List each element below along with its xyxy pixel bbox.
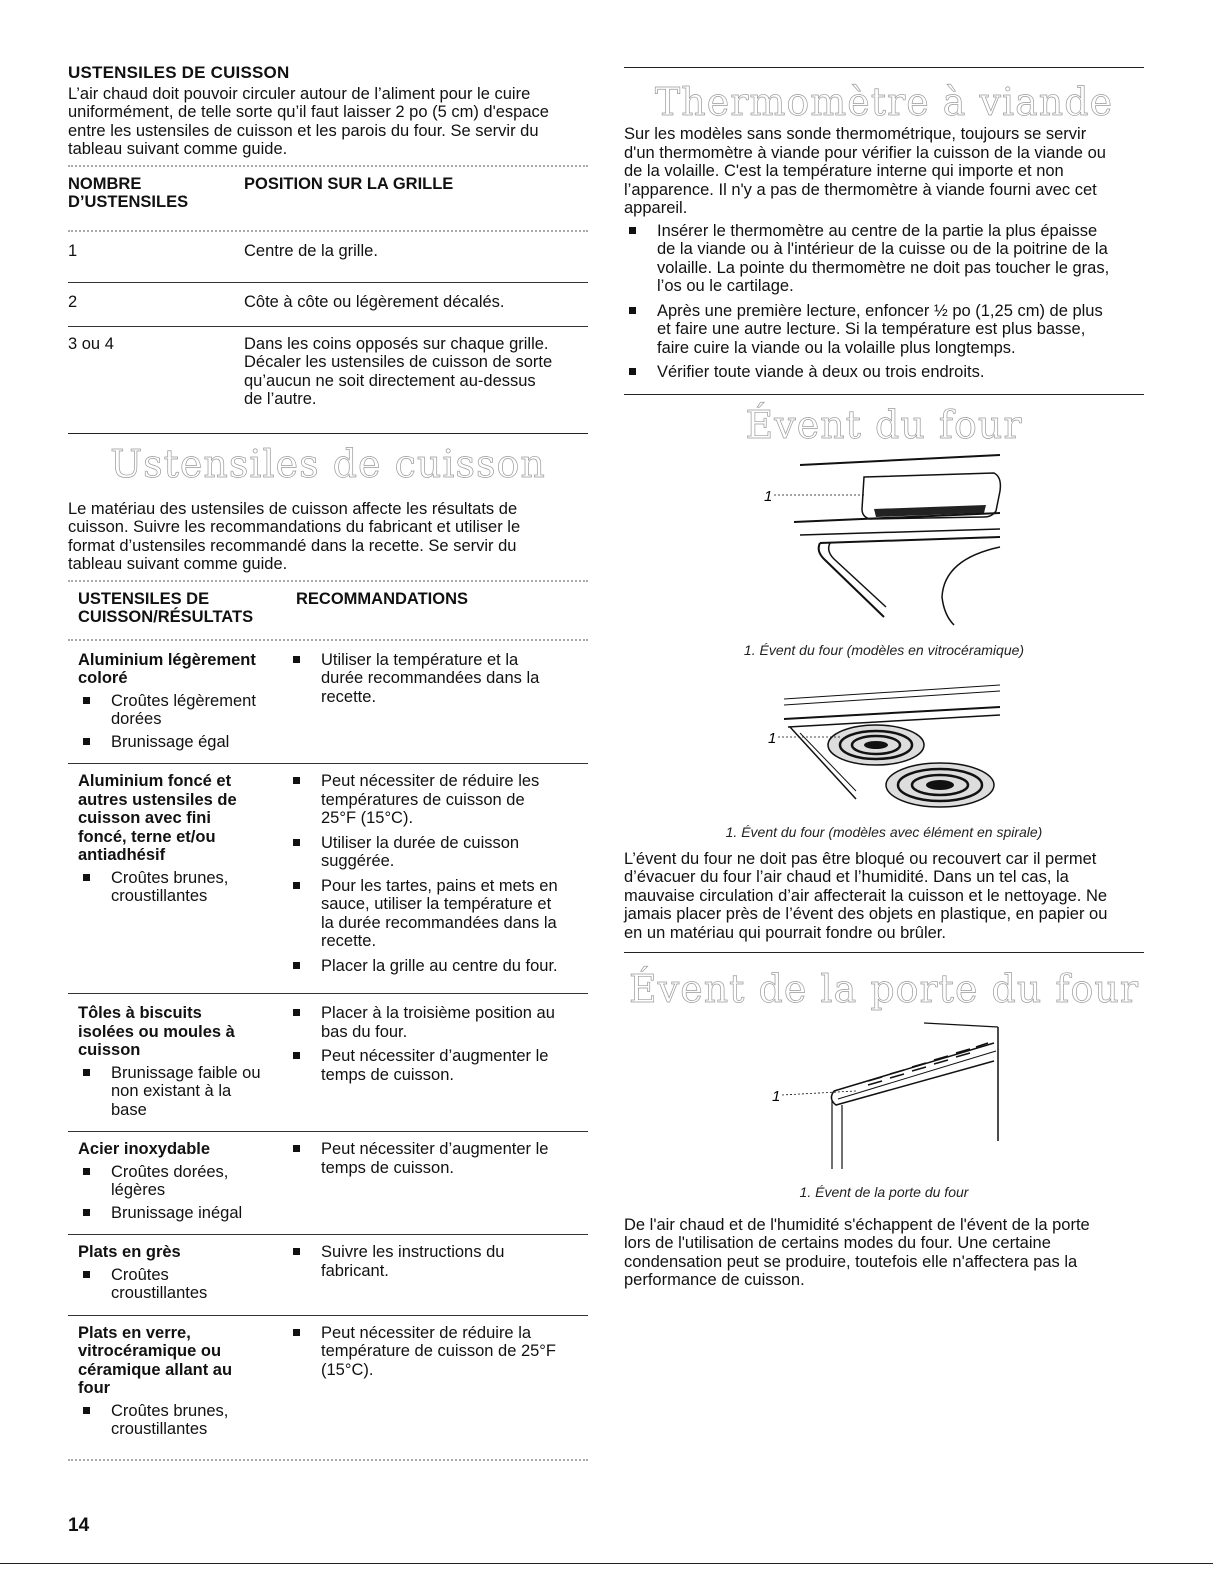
text-line: Croûtes brunes,: [111, 1401, 229, 1420]
cell-recommendations: [288, 1243, 588, 1303]
text-line: sauce, utiliser la température et: [321, 895, 552, 913]
text-line: L’air chaud doit pouvoir circuler autour de l’aliment pour le cuire: [68, 84, 531, 103]
recommendation-item: [288, 1004, 588, 1041]
cell-recommendations: [288, 1140, 588, 1222]
text-line: tableau suivant comme guide.: [68, 140, 288, 158]
text-line: recette.: [321, 687, 377, 706]
header-text: D’USTENSILES: [68, 193, 189, 211]
list-item: [624, 363, 1144, 382]
header-cell-recommendations: RECOMMANDATIONS: [296, 589, 469, 608]
right-column: [624, 0, 1144, 1290]
cookware-name-line: isolées ou moules à: [78, 1022, 235, 1041]
cookware-name-line: foncé, terne et/ou: [78, 827, 216, 846]
text-line: Placer la grille au centre du four.: [321, 956, 558, 975]
text-line: Le matériau des ustensiles de cuisson affecte les résultats de: [68, 499, 518, 518]
meat-thermometer-title: Thermomètre à viande: [654, 80, 1114, 124]
cookware-table-body: [68, 647, 588, 1451]
section-rule: [624, 67, 1144, 68]
meat-thermometer-bullets: [624, 222, 1144, 382]
text-line: la durée recommandées dans la: [321, 913, 557, 932]
result-item: [78, 1266, 296, 1303]
result-item: [78, 733, 296, 752]
oven-door-vent-title: Évent de la porte du four: [629, 967, 1139, 1011]
recommendation-item: [288, 651, 588, 707]
text-line: Brunissage inégal: [111, 1203, 243, 1222]
cell-count: 3 ou 4: [68, 334, 114, 353]
cookware-name-line: Acier inoxydable: [78, 1140, 211, 1158]
cookware-name-line: vitrocéramique ou: [78, 1342, 222, 1360]
text-line: base: [111, 1100, 147, 1119]
result-item: [78, 1204, 296, 1223]
cookware-name-line: Plats en grès: [78, 1243, 181, 1261]
text-line: croustillantes: [111, 1420, 208, 1438]
header-cell-count: [68, 175, 244, 212]
text-line: de la viande ou à l'intérieur de la cuisse ou de la poitrine de la: [657, 240, 1108, 258]
cookware-name-line: autres ustensiles de: [78, 790, 237, 809]
text-line: tableau suivant comme guide.: [68, 555, 288, 573]
list-item: [624, 222, 1144, 296]
text-line: Utiliser la durée de cuisson: [321, 833, 520, 852]
header-text: USTENSILES DE: [78, 589, 210, 608]
header-cell-cookware: [78, 590, 296, 627]
table-row: [68, 1132, 588, 1234]
cell-recommendations: [288, 772, 588, 981]
recommendation-item: [288, 1243, 588, 1280]
text-line: 25°F (15°C).: [321, 809, 414, 827]
text-line: Insérer le thermomètre au centre de la partie la plus épaisse: [657, 221, 1098, 240]
text-line: Croûtes: [111, 1265, 169, 1284]
cell-recommendations: [288, 1004, 588, 1119]
figure-caption: 1. Évent du four (modèles en vitrocéramique): [743, 641, 1025, 658]
cell-position: [244, 335, 588, 429]
cookware-name-line: cuisson avec fini: [78, 809, 211, 827]
text-line: température de cuisson de 25°F: [321, 1342, 556, 1360]
cookware-name-line: céramique allant au: [78, 1360, 233, 1379]
recommendation-item: [288, 1324, 588, 1380]
text-line: volaille. La pointe du thermomètre ne doit pas toucher le gras,: [657, 258, 1110, 277]
cell-cookware: [78, 772, 296, 981]
cell-recommendations: [288, 651, 588, 752]
dotted-divider: [68, 165, 588, 167]
text-line: durée recommandées dans la: [321, 669, 540, 687]
oven-vent-coil-figure: [624, 679, 1144, 809]
text-line: entre les ustensiles de cuisson et les parois du four. Se servir du: [68, 121, 539, 140]
oven-vent-title: Évent du four: [745, 402, 1023, 447]
text-line: Peut nécessiter d’augmenter le: [321, 1140, 549, 1158]
text-line: Brunissage égal: [111, 732, 230, 751]
table-row: [68, 242, 588, 282]
oven-vent-body: [624, 850, 1144, 943]
cell-cookware: [78, 1004, 296, 1119]
table-row: [68, 1316, 588, 1451]
table-row: [68, 764, 588, 993]
text-line: De l'air chaud et de l'humidité s'échappent de l'évent de la porte: [624, 1215, 1090, 1234]
result-item: [78, 869, 296, 906]
text-line: températures de cuisson de: [321, 790, 525, 809]
text-line: jamais placer près de l’évent des objets en plastique, en papier ou: [624, 905, 1108, 923]
text-line: condensation peut se produire, toutefois elle n'affectera pas la: [624, 1252, 1078, 1271]
section-rule: [624, 394, 1144, 395]
text-line: croustillantes: [111, 1284, 208, 1302]
table-row: [68, 994, 588, 1131]
spacing-table-header: [68, 173, 588, 212]
cookware-name-line: cuisson: [78, 1041, 141, 1059]
text-line: l’apparence. Il n'y a pas de thermomètre à viande fourni avec cet: [624, 180, 1097, 199]
text-line: Peut nécessiter de réduire la: [321, 1323, 532, 1342]
cookware-section-title: Ustensiles de cuisson: [110, 441, 546, 486]
text-line: temps de cuisson.: [321, 1158, 454, 1177]
cookware-name-line: Aluminium foncé et: [78, 772, 232, 790]
text-line: (15°C).: [321, 1360, 374, 1379]
result-item: [78, 1163, 296, 1200]
coil-burner-back: [828, 725, 924, 765]
result-item: [78, 1402, 296, 1439]
text-line: Utiliser la température et la: [321, 650, 519, 669]
text-line: Peut nécessiter d’augmenter le: [321, 1047, 549, 1065]
text-line: recette.: [321, 932, 377, 950]
figure-caption: 1. Évent de la porte du four: [799, 1184, 969, 1200]
text-line: Vérifier toute viande à deux ou trois endroits.: [657, 363, 985, 381]
text-line: fabricant.: [321, 1261, 389, 1280]
header-text: NOMBRE: [68, 174, 142, 193]
cookware-name-line: coloré: [78, 669, 128, 687]
text-line: Croûtes dorées,: [111, 1162, 229, 1181]
cookware-spacing-heading: USTENSILES DE CUISSON: [68, 63, 290, 82]
text-line: dorées: [111, 710, 162, 728]
dotted-divider: [68, 639, 588, 641]
text-line: temps de cuisson.: [321, 1065, 454, 1084]
callout-number: 1: [768, 730, 777, 747]
text-line: légères: [111, 1181, 166, 1199]
recommendation-item: [288, 957, 588, 976]
cookware-name-line: four: [78, 1379, 111, 1397]
table-row: [68, 647, 588, 764]
text-line: performance de cuisson.: [624, 1271, 805, 1289]
spacing-table: [68, 173, 588, 429]
text-line: Croûtes brunes,: [111, 868, 229, 887]
text-line: l’os ou le cartilage.: [657, 277, 794, 295]
text-line: cuisson. Suivre les recommandations du fabricant et utiliser le: [68, 518, 521, 536]
text-line: non existant à la: [111, 1082, 232, 1100]
page-number: 14: [68, 1515, 90, 1536]
text-line: qu’aucun ne soit directement au-dessus: [244, 371, 536, 390]
dotted-divider: [68, 580, 588, 582]
section-rule: [624, 952, 1144, 953]
cell-cookware: [78, 1243, 296, 1303]
oven-door-vent-body: [624, 1216, 1144, 1290]
text-line: faire cuire la viande ou la volaille plus longtemps.: [657, 338, 1016, 357]
text-line: Brunissage faible ou: [111, 1063, 261, 1082]
dotted-divider: [68, 1459, 588, 1461]
text-line: Décaler les ustensiles de cuisson de sorte: [244, 353, 553, 371]
footer-rule: [0, 1563, 1213, 1564]
header-cell-position: POSITION SUR LA GRILLE: [244, 174, 454, 193]
cookware-intro: [68, 500, 588, 574]
coil-burner-front: [886, 763, 994, 807]
cell-count: 1: [68, 241, 78, 260]
header-text: CUISSON/RÉSULTATS: [78, 608, 254, 626]
cell-cookware: [78, 1140, 296, 1222]
recommendation-item: [288, 877, 588, 951]
recommendation-item: [288, 772, 588, 828]
cell-cookware: [78, 651, 296, 752]
recommendation-item: [288, 1140, 588, 1177]
text-line: bas du four.: [321, 1022, 408, 1041]
text-line: Croûtes légèrement: [111, 691, 256, 710]
text-line: Sur les modèles sans sonde thermométrique, toujours se servir: [624, 125, 1087, 143]
result-item: [78, 1064, 296, 1120]
text-line: de l’autre.: [244, 390, 317, 408]
list-item: [624, 302, 1144, 358]
dotted-divider: [68, 230, 588, 232]
cookware-spacing-intro: [68, 85, 588, 159]
table-row: [68, 1235, 588, 1315]
cookware-name-line: Aluminium légèrement: [78, 650, 256, 669]
callout-number: 1: [764, 487, 773, 505]
callout-number: 1: [772, 1088, 781, 1105]
text-line: d’évacuer du four l’air chaud et l’humidité. Dans un tel cas, la: [624, 868, 1069, 886]
text-line: Placer à la troisième position au: [321, 1004, 555, 1022]
cell-cookware: [78, 1324, 296, 1439]
table-row: [68, 327, 588, 429]
text-line: L’évent du four ne doit pas être bloqué ou recouvert car il permet: [624, 849, 1097, 868]
cookware-table-header: [78, 588, 588, 627]
text-line: de la volaille. C'est la température interne qui importe et non: [624, 162, 1064, 180]
cell-recommendations: [288, 1324, 588, 1439]
text-line: appareil.: [624, 199, 688, 217]
cell-count: 2: [68, 292, 78, 311]
text-line: Dans les coins opposés sur chaque grille.: [244, 334, 549, 353]
recommendation-item: [288, 1047, 588, 1084]
result-item: [78, 692, 296, 729]
oven-door-vent-figure: [624, 1021, 1144, 1171]
oven-vent-ceramic-figure: [624, 447, 1144, 627]
recommendation-item: [288, 834, 588, 871]
cookware-name-line: Tôles à biscuits: [78, 1004, 202, 1022]
text-line: et faire une autre lecture. Si la température est plus basse,: [657, 320, 1086, 338]
text-line: en un matériau qui pourrait fondre ou brûler.: [624, 923, 946, 942]
meat-thermometer-intro: [624, 125, 1144, 218]
text-line: Peut nécessiter de réduire les: [321, 772, 540, 790]
cookware-name-line: Plats en verre,: [78, 1323, 191, 1342]
text-line: uniformément, de telle sorte qu’il faut laisser 2 po (5 cm) d'espace: [68, 103, 549, 121]
cookware-name-line: antiadhésif: [78, 846, 166, 864]
text-line: suggérée.: [321, 852, 395, 870]
left-column: [68, 0, 588, 1467]
table-row: [68, 283, 588, 326]
section-rule: [68, 433, 588, 434]
text-line: Après une première lecture, enfoncer ½ po (1,25 cm) de plus: [657, 301, 1103, 320]
cell-position: Centre de la grille.: [244, 241, 378, 260]
text-line: Pour les tartes, pains et mets en: [321, 876, 558, 895]
text-line: mauvaise circulation d’air affecterait la cuisson et le nettoyage. Ne: [624, 886, 1108, 905]
figure-caption: 1. Évent du four (modèles avec élément en spirale): [725, 824, 1043, 840]
text-line: croustillantes: [111, 887, 208, 905]
text-line: d'un thermomètre à viande pour vérifier la cuisson de la viande ou: [624, 143, 1106, 162]
text-line: lors de l'utilisation de certains modes du four. Une certaine: [624, 1234, 1051, 1252]
text-line: Suivre les instructions du: [321, 1243, 505, 1261]
text-line: format d’ustensiles recommandé dans la recette. Se servir du: [68, 536, 517, 555]
cell-position: Côte à côte ou légèrement décalés.: [244, 292, 505, 311]
